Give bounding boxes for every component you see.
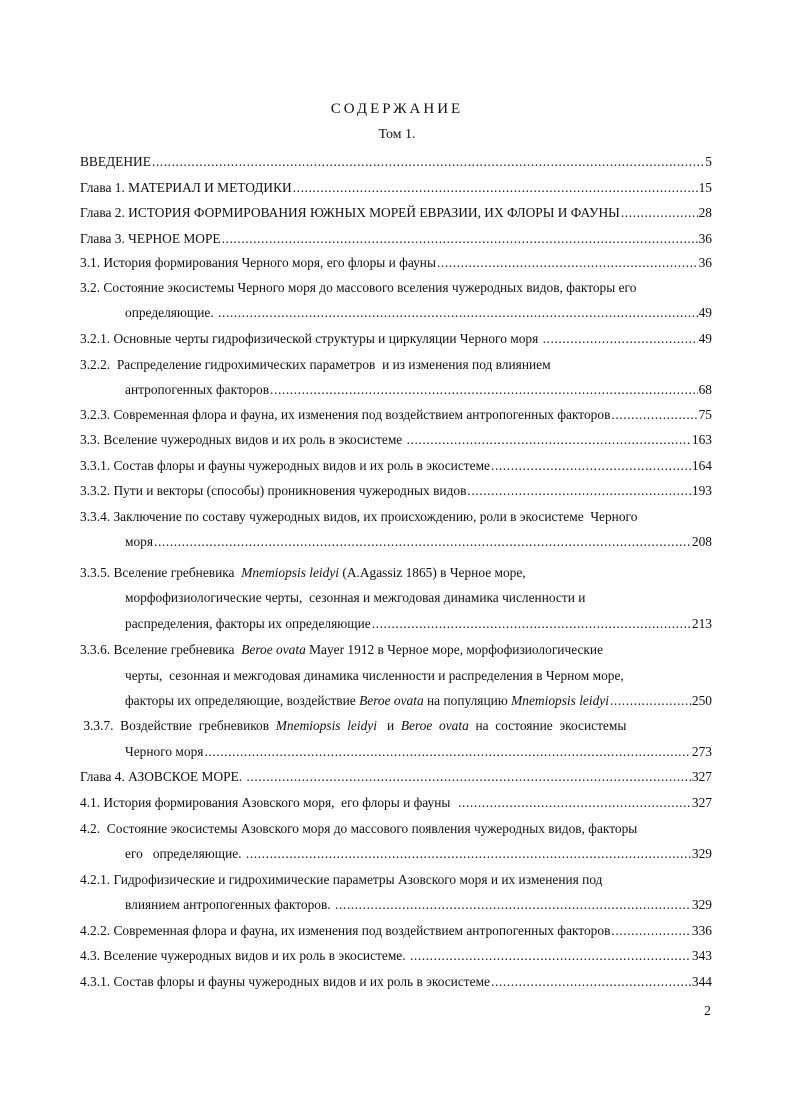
entry-text: Черного моря	[125, 744, 204, 759]
entry-text: 3.2.1. Основные черты гидрофизической структуры и циркуляции Черного моря	[80, 331, 542, 346]
entry-page-number: 343	[691, 948, 712, 963]
toc-entry-line	[125, 616, 712, 634]
toc-entry-line	[80, 180, 712, 198]
species-name: Mnemiopsis leidyi	[241, 565, 340, 580]
toc-entry-line	[125, 590, 585, 608]
entry-text: Глава 2. ИСТОРИЯ ФОРМИРОВАНИЯ ЮЖНЫХ МОРЕЙ ЕВРАЗИИ, ИХ ФЛОРЫ И ФАУНЫ	[80, 205, 620, 220]
entry-text: 4.3.1. Состав флоры и фауны чужеродных видов и их роль в экосистеме	[80, 974, 491, 989]
entry-text: 4.2. Состояние экосистемы Азовского моря до массового появления чужеродных видов, факторы	[80, 821, 638, 836]
species-name: Mnemiopsis leidyi	[275, 718, 377, 733]
entry-text: распределения, факторы их определяющие	[125, 616, 371, 631]
entry-page-number: 329	[691, 846, 712, 861]
entry-text: антропогенных факторов	[125, 382, 270, 397]
entry-text: Глава 4. АЗОВСКОЕ МОРЕ.	[80, 769, 246, 784]
entry-text: факторы их определяющие, воздействие	[125, 693, 360, 708]
entry-text: 4.3. Вселение чужеродных видов и их роль в экосистеме.	[80, 948, 409, 963]
entry-page-number: 344	[691, 974, 712, 989]
toc-entry-line	[80, 948, 712, 966]
toc-entry-line	[80, 357, 551, 375]
page-number: 2	[704, 1004, 711, 1019]
entry-text: 4.1. История формирования Азовского моря, его флоры и фауны	[80, 795, 458, 810]
entry-page-number: 5	[705, 154, 712, 169]
toc-entry-line	[80, 231, 712, 249]
dot-leader	[610, 693, 691, 709]
species-name: Beroe ovata	[400, 718, 469, 733]
toc-entry-line	[80, 718, 626, 736]
entry-page-number: 36	[698, 255, 712, 270]
entry-page-number: 193	[691, 483, 712, 498]
dot-leader	[611, 407, 697, 423]
entry-page-number: 213	[691, 616, 712, 631]
toc-entry-line	[125, 534, 712, 552]
toc-entry-line	[125, 305, 712, 323]
toc-entry-line	[80, 821, 637, 839]
toc-entry-line	[80, 565, 526, 583]
entry-text: Mayer 1912 в Черное море, морфофизиологические	[305, 642, 604, 657]
species-name: Beroe ovata	[241, 642, 306, 657]
toc-entry-line	[125, 382, 712, 400]
entry-page-number: 36	[698, 231, 712, 246]
dot-leader	[270, 382, 698, 398]
entry-page-number: 329	[691, 897, 712, 912]
dot-leader	[611, 923, 691, 939]
entry-page-number: 49	[698, 305, 712, 320]
species-name: Beroe ovata	[359, 693, 424, 708]
dot-leader	[410, 948, 691, 964]
dot-leader	[152, 154, 704, 170]
entry-text: 3.3.6. Вселение гребневика	[80, 642, 242, 657]
toc-entry-line	[80, 432, 712, 450]
entry-page-number: 327	[691, 795, 712, 810]
entry-text: 3.3.5. Вселение гребневика	[80, 565, 242, 580]
entry-page-number: 336	[691, 923, 712, 938]
entry-text: 3.3.7. Воздействие гребневиков	[80, 718, 276, 733]
entry-text: на состояние экосистемы	[468, 718, 627, 733]
toc-entry-line	[80, 280, 636, 298]
entry-text: 3.3.2. Пути и векторы (способы) проникновения чужеродных видов	[80, 483, 467, 498]
dot-leader	[246, 769, 690, 785]
dot-leader	[458, 795, 691, 811]
entry-page-number: 164	[691, 458, 712, 473]
entry-text: 3.1. История формирования Черного моря, его флоры и фауны	[80, 255, 436, 270]
entry-text: 3.2. Состояние экосистемы Черного моря до массового вселения чужеродных видов, факторы его	[80, 280, 637, 295]
entry-page-number: 250	[691, 693, 712, 708]
species-name: Mnemiopsis leidyi	[511, 693, 609, 708]
entry-text: 3.3. Вселение чужеродных видов и их роль в экосистеме	[80, 432, 406, 447]
entry-text: моря	[125, 534, 154, 549]
toc-entry-line	[80, 331, 712, 349]
toc-entry-line	[80, 458, 712, 476]
entry-page-number: 15	[698, 180, 712, 195]
dot-leader	[293, 180, 698, 196]
dot-leader	[222, 231, 698, 247]
toc-entry-line	[125, 668, 624, 686]
dot-leader	[467, 483, 691, 499]
entry-text: (A.Agassiz 1865) в Черное море,	[339, 565, 526, 580]
toc-entry-line	[80, 509, 637, 527]
toc-entry-line	[125, 744, 712, 762]
volume-label: Том 1.	[378, 127, 416, 142]
entry-page-number: 208	[691, 534, 712, 549]
toc-entry-line	[80, 205, 712, 223]
dot-leader	[372, 616, 691, 632]
entry-page-number: 28	[698, 205, 712, 220]
entry-text: черты, сезонная и межгодовая динамика численности и распределения в Черном море,	[125, 668, 624, 683]
toc-entry-line	[80, 642, 603, 660]
entry-text: его определяющие.	[125, 846, 245, 861]
entry-text: Глава 1. МАТЕРИАЛ И МЕТОДИКИ	[80, 180, 292, 195]
dot-leader	[218, 305, 698, 321]
toc-entry-line	[125, 693, 712, 711]
entry-text: 3.3.4. Заключение по составу чужеродных видов, их происхождению, роли в экосистеме Черного	[80, 509, 638, 524]
entry-text: 4.2.1. Гидрофизические и гидрохимические параметры Азовского моря и их изменения под	[80, 872, 603, 887]
toc-entry-line	[80, 407, 712, 425]
dot-leader	[491, 458, 691, 474]
toc-entry-line	[80, 154, 712, 172]
dot-leader	[204, 744, 690, 760]
toc-entry-line	[80, 255, 712, 273]
entry-text: 3.2.3. Современная флора и фауна, их изменения под воздействием антропогенных факторов	[80, 407, 611, 422]
dot-leader	[437, 255, 698, 271]
dot-leader	[335, 897, 691, 913]
dot-leader	[491, 974, 691, 990]
entry-text: 4.2.2. Современная флора и фауна, их изменения под воздействием антропогенных факторов	[80, 923, 611, 938]
toc-entry-line	[80, 872, 602, 890]
entry-text: влиянием антропогенных факторов.	[125, 897, 334, 912]
entry-page-number: 273	[691, 744, 712, 759]
dot-leader	[154, 534, 691, 550]
toc-title: СОДЕРЖАНИЕ	[330, 101, 464, 117]
toc-entry-line	[80, 483, 712, 501]
toc-entry-line	[80, 923, 712, 941]
dot-leader	[621, 205, 698, 221]
entry-text: определяющие.	[125, 305, 218, 320]
entry-text: и	[376, 718, 401, 733]
entry-text: ВВЕДЕНИЕ	[80, 154, 151, 169]
entry-text: Глава 3. ЧЕРНОЕ МОРЕ	[80, 231, 221, 246]
entry-text: морфофизиологические черты, сезонная и межгодовая динамика численности и	[125, 590, 586, 605]
entry-page-number: 163	[691, 432, 712, 447]
toc-entry-line	[125, 846, 712, 864]
entry-text: на популяцию	[423, 693, 512, 708]
dot-leader	[543, 331, 698, 347]
entry-text: 3.2.2. Распределение гидрохимических параметров и из изменения под влиянием	[80, 357, 551, 372]
entry-page-number: 49	[698, 331, 712, 346]
toc-entry-line	[80, 795, 712, 813]
dot-leader	[246, 846, 691, 862]
entry-page-number: 327	[691, 769, 712, 784]
entry-page-number: 75	[698, 407, 712, 422]
toc-entry-line	[80, 769, 712, 787]
entry-page-number: 68	[698, 382, 712, 397]
dot-leader	[407, 432, 691, 448]
toc-entry-line	[80, 974, 712, 992]
entry-text: 3.3.1. Состав флоры и фауны чужеродных видов и их роль в экосистеме	[80, 458, 491, 473]
toc-entry-line	[125, 897, 712, 915]
